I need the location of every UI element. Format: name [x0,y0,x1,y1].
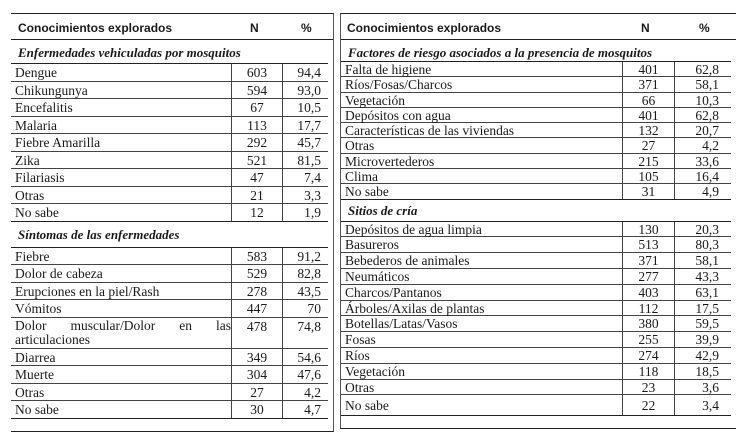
table-row: Muerte 304 47,6 [11,366,328,384]
table-row: Vegetación 118 18,5 [341,364,731,380]
data-table [11,247,328,419]
table-row: Otras 21 3,3 [11,187,328,205]
table-row: Filariasis 47 7,4 [11,169,328,187]
data-table [341,61,731,200]
table-row: Depósitos con agua 401 62,8 [341,108,731,123]
table-row: Fosas 255 39,9 [341,332,731,348]
table-row: Árboles/Axilas de plantas 112 17,5 [341,301,731,317]
table-row: Botellas/Latas/Vasos 380 59,5 [341,316,731,332]
table-row: Dolor muscular/Dolor en las articulaciones 478 74,8 [11,318,328,349]
table-row: Fiebre 583 91,2 [11,248,328,266]
table-row: No sabe 22 3,4 [345,398,719,414]
table-row: Vegetación 66 10,3 [341,93,731,108]
table-row: Neumáticos 277 43,3 [341,269,731,285]
table-row: Charcos/Pantanos 403 63,1 [341,285,731,301]
section-title: Enfermedades vehiculadas por mosquitos [18,45,241,60]
table-row: Depósitos de agua limpia 130 20,3 [341,222,731,238]
table-row: Ríos/Fosas/Charcos 371 58,1 [341,77,731,92]
left-table-panel [11,13,334,432]
data-table [341,221,731,417]
data-table [11,63,328,222]
table-row: Falta de higiene 401 62,8 [341,62,731,77]
section-title: Factores de riesgo asociados a la presencia de mosquitos [348,45,653,60]
table-row: Clima 105 16,4 [341,169,731,184]
section-title: Síntomas de las enfermedades [18,226,180,242]
table-row: Ríos 274 42,9 [341,348,731,364]
header-percent: % [301,21,312,35]
table-row: Dolor de cabeza 529 82,8 [11,265,328,283]
table-row: Fiebre Amarilla 292 45,7 [11,134,328,152]
table-row: No sabe 31 4,9 [345,184,719,200]
table-row: Zika 521 81,5 [11,152,328,170]
table-row: Malaria 113 17,7 [11,117,328,135]
header-conocimientos: Conocimientos explorados [347,21,502,35]
right-table-panel [340,13,736,429]
table-row: Basureros 513 80,3 [341,237,731,253]
header-n: N [250,21,259,35]
table-header [341,14,736,40]
table-row: Diarrea 349 54,6 [11,349,328,367]
table-row: Encefalitis 67 10,5 [11,99,328,117]
table-row: Otras 27 4,2 [11,384,328,402]
table-row: No sabe 30 4,7 [15,402,321,417]
table-row: No sabe 12 1,9 [15,205,321,220]
section-title: Sitios de cría [348,202,418,218]
table-row: Erupciones en la piel/Rash 278 43,5 [11,283,328,301]
table-row: Características de las viviendas 132 20,7 [341,123,731,138]
table-row: Dengue 603 94,4 [11,64,328,82]
table-row: Vómitos 447 70 [11,300,328,318]
table-header [11,14,333,40]
table-row: Bebederos de animales 371 58,1 [341,253,731,269]
table-row: Otras 27 4,2 [341,138,731,153]
table-row: Otras 23 3,6 [341,380,731,396]
table-row: Chikungunya 594 93,0 [11,82,328,100]
header-conocimientos: Conocimientos explorados [18,21,173,35]
header-percent: % [699,21,710,35]
header-n: N [641,21,650,35]
table-row: Microvertederos 215 33,6 [341,154,731,169]
